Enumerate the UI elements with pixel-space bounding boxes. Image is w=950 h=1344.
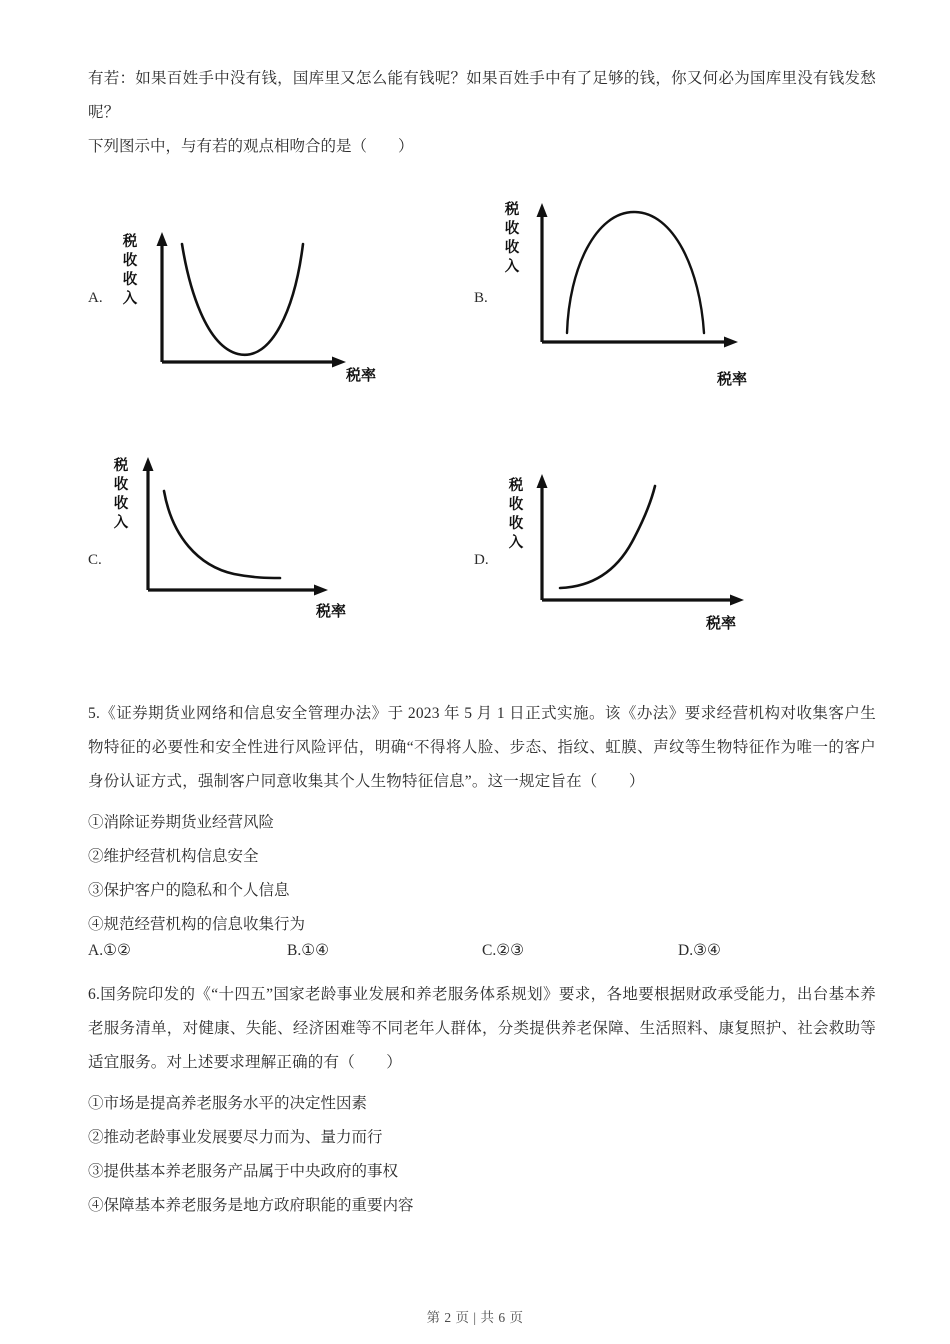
- question-5-stem: 5.《证券期货业网络和信息安全管理办法》于 2023 年 5 月 1 日正式实施。该《办法》要求经营机构对收集客户生物特征的必要性和安全性进行风险评估，明确“不得将人脸、步态、指纹、虹膜、声纹等生物特征作为唯一的客户身份认证方式，强制客户同意收集其个人生物特征信息”。这一规定旨在（ ）: [88, 705, 876, 790]
- figure-prompt-line: 下列图示中，与有若的观点相吻合的是（ ）: [88, 138, 414, 155]
- figure-option-b: [474, 190, 804, 395]
- question-5-option-c[interactable]: C.②③: [482, 942, 525, 959]
- figure-b-letter: B.: [474, 290, 488, 306]
- figure-c-x-axis-label: 税率: [316, 602, 347, 620]
- page-footer: [0, 1306, 950, 1326]
- question-5-options: [88, 941, 876, 971]
- question-5-statement-3: ③保护客户的隐私和个人信息: [88, 882, 290, 899]
- figure-d-plot: [474, 460, 804, 645]
- question-5-option-d[interactable]: D.③④: [678, 942, 721, 959]
- figure-c-plot: [88, 448, 418, 643]
- figure-option-c: [88, 448, 418, 643]
- question-5-statement-1: ①消除证券期货业经营风险: [88, 814, 275, 831]
- figure-a-y-axis-label: 税收收入: [122, 233, 138, 307]
- figure-a-x-axis-label: 税率: [346, 366, 377, 384]
- figure-b-y-axis-label: 税收收入: [504, 201, 520, 275]
- figure-a-letter: A.: [88, 290, 103, 306]
- question-5-option-b[interactable]: B.①④: [287, 942, 330, 959]
- figure-c-letter: C.: [88, 552, 102, 568]
- figure-b-plot: [474, 190, 804, 395]
- page-footer-text: 第 2 页 | 共 6 页: [426, 1310, 524, 1325]
- figure-d-x-axis-label: 税率: [706, 614, 737, 632]
- figure-d-letter: D.: [474, 552, 489, 568]
- question-6-statement-2: ②推动老龄事业发展要尽力而为、量力而行: [88, 1129, 383, 1146]
- figure-b-x-axis-label: 税率: [717, 370, 748, 388]
- question-5-statement-2: ②维护经营机构信息安全: [88, 848, 259, 865]
- figure-option-a: [88, 196, 418, 396]
- question-6-statement-4: ④保障基本养老服务是地方政府职能的重要内容: [88, 1197, 414, 1214]
- quote-paragraph: 有若：如果百姓手中没有钱，国库里又怎么能有钱呢？如果百姓手中有了足够的钱，你又何必为国库里没有钱发愁呢？: [88, 70, 876, 121]
- question-6-statement-3: ③提供基本养老服务产品属于中央政府的事权: [88, 1163, 399, 1180]
- figure-option-d: [474, 460, 804, 645]
- question-6-stem: 6.国务院印发的《“十四五”国家老龄事业发展和养老服务体系规划》要求，各地要根据财政承受能力，出台基本养老服务清单，对健康、失能、经济困难等不同老年人群体，分类提供养老保障、生活照料、康复照护、社会救助等适宜服务。对上述要求理解正确的有（ ）: [88, 986, 876, 1071]
- figure-a-plot: [88, 196, 418, 396]
- question-5-statement-4: ④规范经营机构的信息收集行为: [88, 916, 306, 933]
- figure-c-y-axis-label: 税收收入: [113, 457, 129, 531]
- question-6-statement-1: ①市场是提高养老服务水平的决定性因素: [88, 1095, 368, 1112]
- figure-d-y-axis-label: 税收收入: [508, 477, 524, 551]
- question-5-option-a[interactable]: A.①②: [88, 942, 131, 959]
